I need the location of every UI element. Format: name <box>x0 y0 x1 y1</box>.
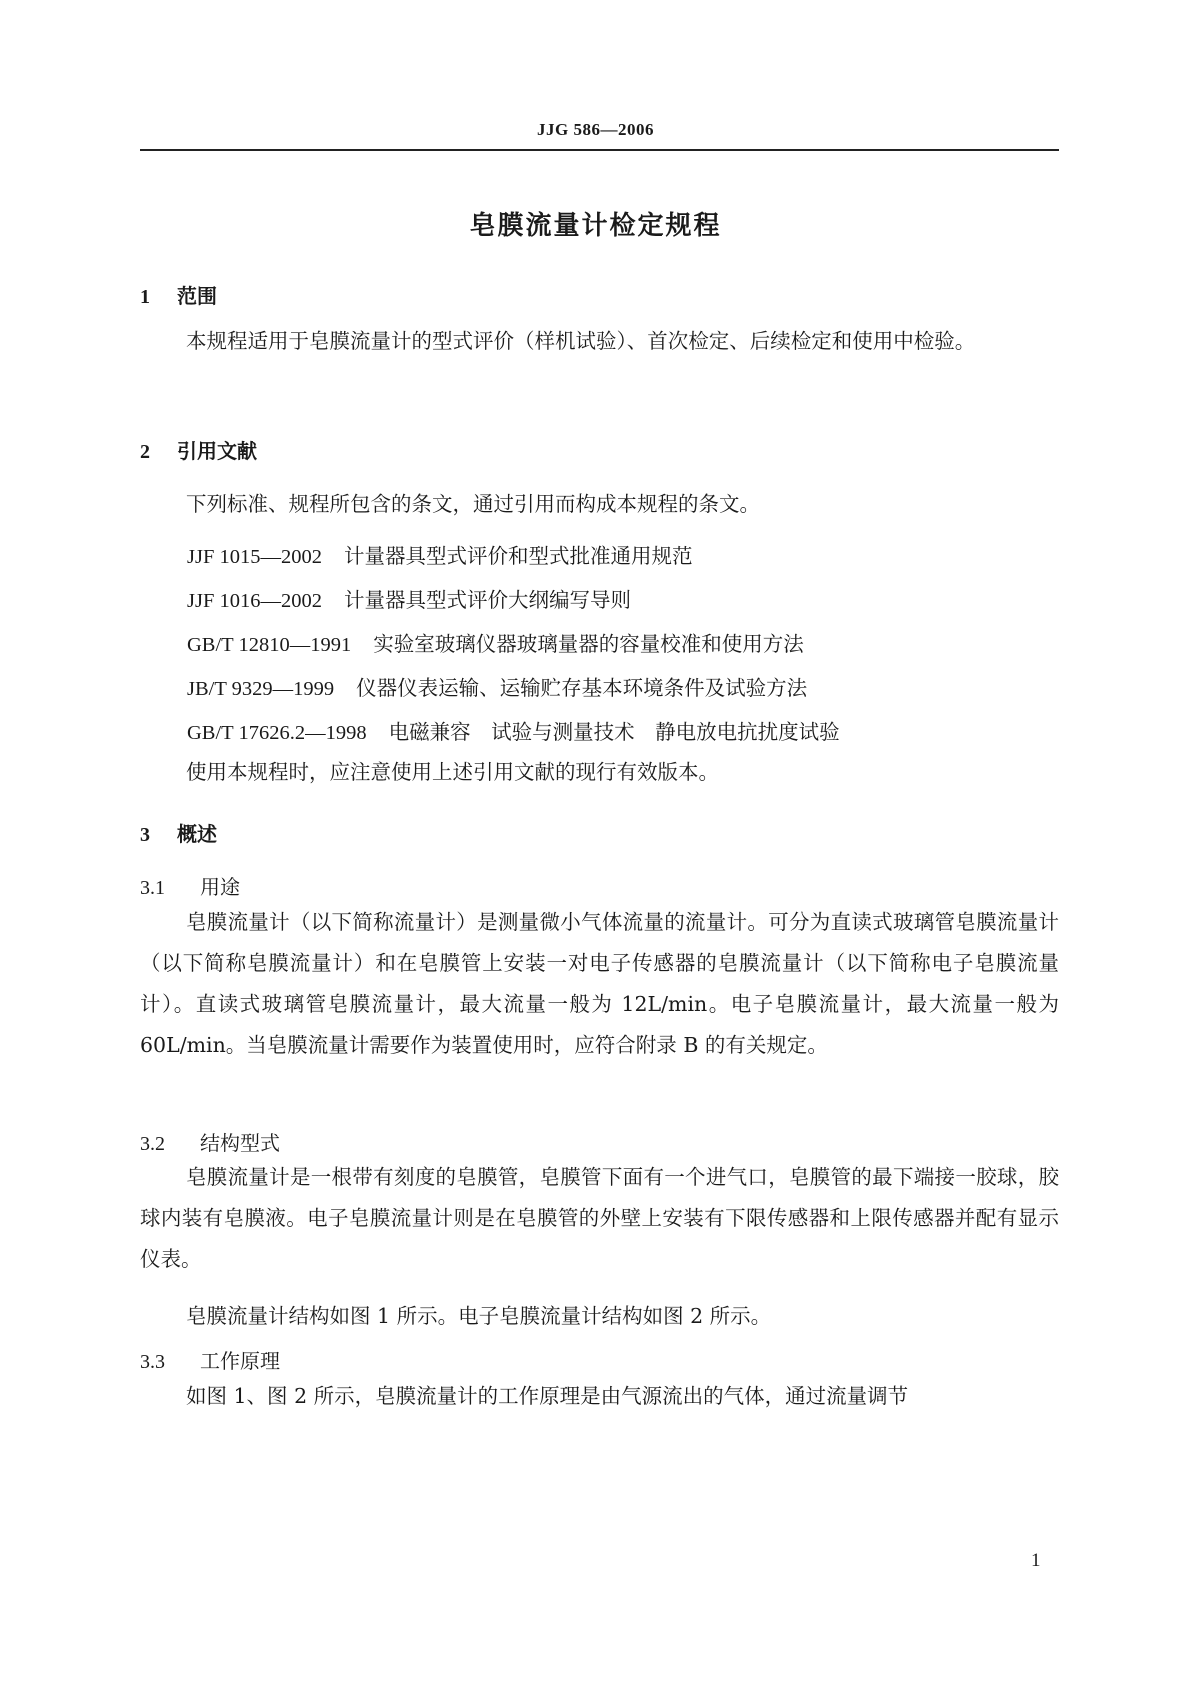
subsection-3-2-figure-note: 皂膜流量计结构如图 1 所示。电子皂膜流量计结构如图 2 所示。 <box>186 1304 772 1328</box>
subsection-3-1-paragraph: 皂膜流量计（以下简称流量计）是测量微小气体流量的流量计。可分为直读式玻璃管皂膜流量计（以下简称皂膜流量计）和在皂膜管上安装一对电子传感器的皂膜流量计（以下简称电子皂膜流量计）。直读式玻璃管皂膜流量计，最大流量一般为 12L/min。电子皂膜流量计，最大流量一般为 60L/min。当皂膜流量计需要作为装置使用时，应符合附录 B 的有关规定。 <box>140 910 1059 1057</box>
subsection-number: 3.3 <box>140 1351 165 1373</box>
section-2-heading <box>140 435 257 464</box>
subsection-title: 工作原理 <box>200 1349 280 1373</box>
section-3-heading <box>140 818 217 847</box>
reference-item <box>187 671 807 701</box>
subsection-3-1-heading <box>140 871 240 900</box>
page-number: 1 <box>1031 1550 1041 1571</box>
reference-code: GB/T 12810—1991 <box>187 634 352 656</box>
reference-title: 实验室玻璃仪器玻璃量器的容量校准和使用方法 <box>373 632 804 656</box>
section-number: 3 <box>140 824 150 846</box>
section-number: 2 <box>140 441 150 463</box>
subsection-title: 用途 <box>200 875 240 899</box>
reference-item <box>187 539 692 569</box>
subsection-title: 结构型式 <box>200 1131 280 1155</box>
reference-item <box>187 627 804 657</box>
reference-title: 计量器具型式评价和型式批准通用规范 <box>343 544 693 568</box>
subsection-number: 3.2 <box>140 1133 165 1155</box>
standard-number-header: JJG 586—2006 <box>537 120 654 139</box>
section-title: 范围 <box>177 284 217 308</box>
subsection-3-3-paragraph: 如图 1、图 2 所示，皂膜流量计的工作原理是由气源流出的气体，通过流量调节 <box>186 1384 909 1408</box>
reference-item <box>187 715 840 745</box>
section-1-paragraph: 本规程适用于皂膜流量计的型式评价（样机试验）、首次检定、后续检定和使用中检验。 <box>186 329 976 353</box>
subsection-3-2-paragraph: 皂膜流量计是一根带有刻度的皂膜管，皂膜管下面有一个进气口，皂膜管的最下端接一胶球，胶球内装有皂膜液。电子皂膜流量计则是在皂膜管的外壁上安装有下限传感器和上限传感器并配有显示仪表。 <box>140 1165 1059 1271</box>
section-number: 1 <box>140 286 150 308</box>
reference-title: 电磁兼容 试验与测量技术 静电放电抗扰度试验 <box>388 720 840 744</box>
reference-code: JB/T 9329—1999 <box>187 678 335 700</box>
reference-title: 计量器具型式评价大纲编写导则 <box>343 588 631 612</box>
section-title: 概述 <box>177 822 217 846</box>
subsection-3-3-heading <box>140 1345 280 1374</box>
references-intro: 下列标准、规程所包含的条文，通过引用而构成本规程的条文。 <box>186 492 760 516</box>
reference-code: JJF 1015—2002 <box>187 546 322 568</box>
section-title: 引用文献 <box>177 439 257 463</box>
subsection-3-2-heading <box>140 1127 280 1156</box>
reference-item <box>187 583 631 613</box>
reference-title: 仪器仪表运输、运输贮存基本环境条件及试验方法 <box>356 676 808 700</box>
header-rule <box>140 149 1059 151</box>
reference-code: JJF 1016—2002 <box>187 590 322 612</box>
section-1-heading <box>140 280 217 309</box>
references-outro: 使用本规程时，应注意使用上述引用文献的现行有效版本。 <box>186 760 719 784</box>
document-title: 皂膜流量计检定规程 <box>469 211 722 241</box>
subsection-number: 3.1 <box>140 877 165 899</box>
reference-code: GB/T 17626.2—1998 <box>187 722 367 744</box>
